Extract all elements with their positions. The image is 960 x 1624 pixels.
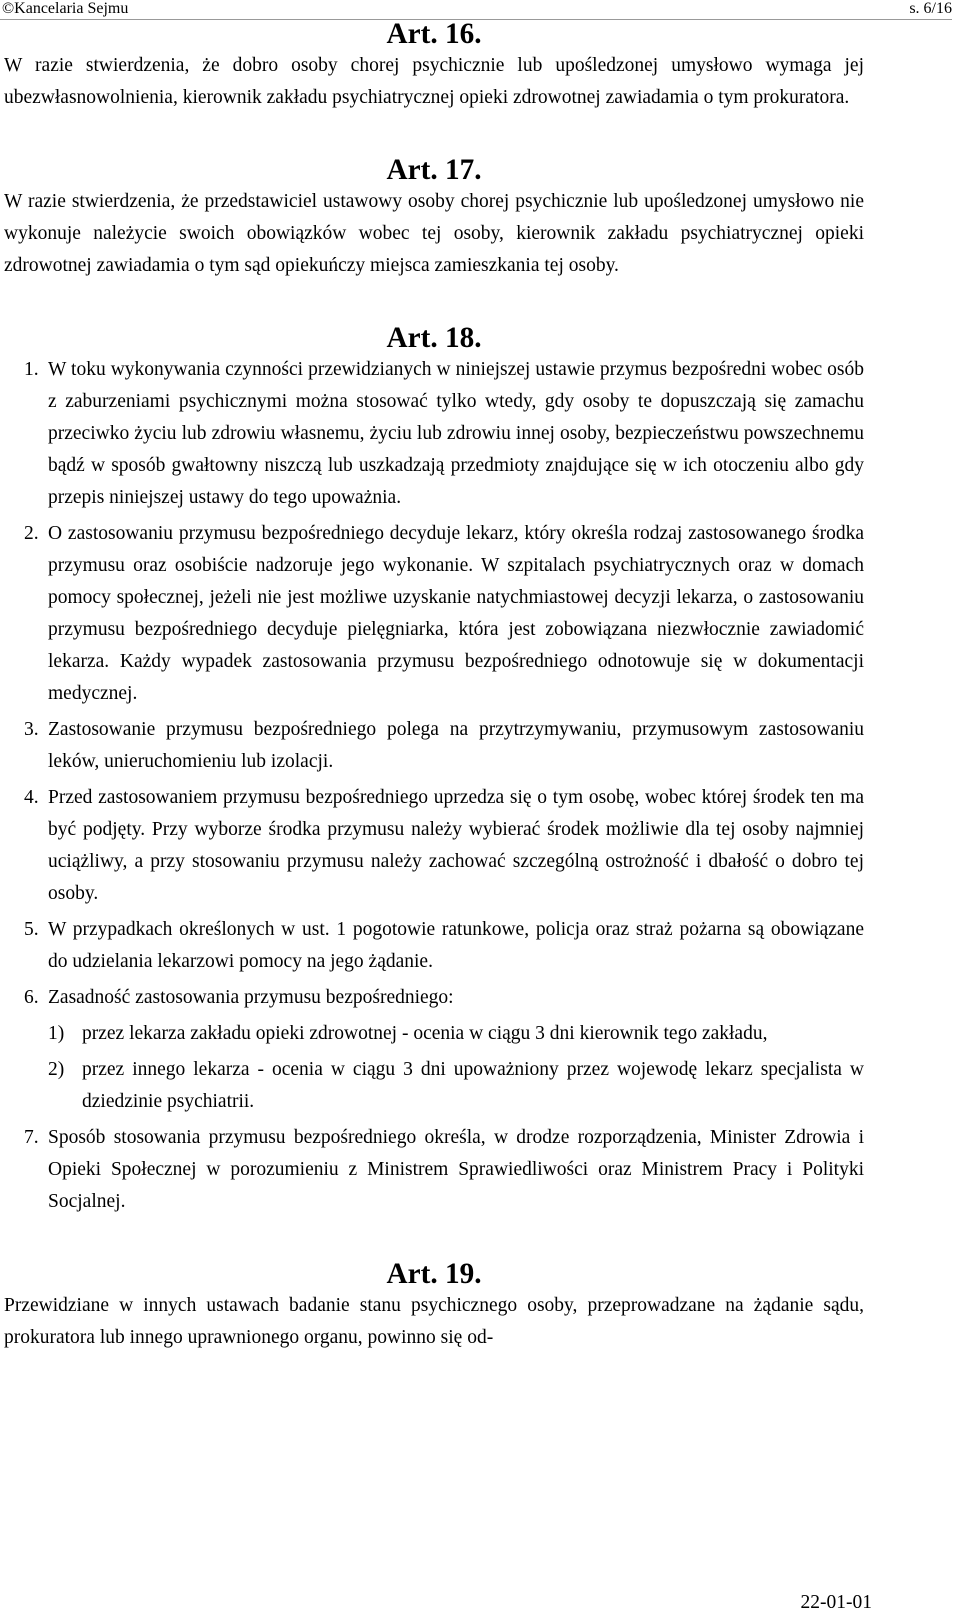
article-18-item-3	[4, 714, 864, 778]
document-date-code: 22-01-01	[800, 1592, 872, 1613]
item-text: W toku wykonywania czynności przewidzianych w niniejszej ustawie przymus bezpośredni wobec osób z zaburzeniami psychicznymi można stosować tylko wtedy, gdy osoby te dopuszczają się zamachu przeciwko życiu lub zdrowiu własnemu, życiu lub zdrowiu innej osoby, bezpieczeństwu powszechnemu bądź w sposób gwałtowny niszczą lub uszkadzają przedmioty znajdujące się w ich otoczeniu albo gdy przepis niniejszej ustawy do tego upoważnia.	[48, 359, 864, 508]
article-18-item-6	[4, 982, 864, 1014]
article-18-item-1	[4, 354, 864, 514]
point-text: przez innego lekarza - ocenia w ciągu 3 dni upoważniony przez wojewodę lekarz specjalista w dziedzinie psychiatrii.	[82, 1059, 864, 1112]
article-18-item-6-point-2	[4, 1054, 864, 1118]
article-17-title: Art. 17.	[386, 154, 482, 186]
article-16-text: W razie stwierdzenia, że dobro osoby chorej psychicznie lub upośledzonej umysłowo wymaga jej ubezwłasnowolnienia, kierownik zakładu psychiatrycznej opieki zdrowotnej zawiadamia o tym prokuratora.	[4, 55, 864, 108]
item-number: 3.	[24, 719, 39, 740]
item-text: Zastosowanie przymusu bezpośredniego polega na przytrzymywaniu, przymusowym zastosowaniu leków, unieruchomieniu lub izolacji.	[48, 719, 864, 772]
item-text: Zasadność zastosowania przymusu bezpośredniego:	[48, 987, 454, 1008]
article-19	[4, 1258, 864, 1354]
article-16	[4, 18, 864, 114]
article-18-item-6-point-1	[4, 1018, 864, 1050]
item-number: 7.	[24, 1127, 39, 1148]
item-text: O zastosowaniu przymusu bezpośredniego decyduje lekarz, który określa rodzaj zastosowanego środka przymusu oraz osobiście nadzoruje jego wykonanie. W szpitalach psychiatrycznych oraz w domach pomocy społecznej, jeżeli nie jest możliwe uzyskanie natychmiastowej decyzji lekarza, o zastosowaniu przymusu bezpośredniego decyduje pielęgniarka, która jest zobowiązana niezwłocznie zawiadomić lekarza. Każdy wypadek zastosowania przymusu bezpośredniego odnotowuje się w dokumentacji medycznej.	[48, 523, 864, 704]
item-number: 2.	[24, 523, 39, 544]
point-number: 1)	[48, 1023, 65, 1044]
item-number: 4.	[24, 787, 39, 808]
document-body	[4, 18, 864, 1354]
article-18-item-7	[4, 1122, 864, 1218]
article-17-text: W razie stwierdzenia, że przedstawiciel ustawowy osoby chorej psychicznie lub upośledzonej umysłowo nie wykonuje należycie swoich obowiązków wobec tej osoby, kierownik zakładu psychiatrycznej opieki zdrowotnej zawiadamia o tym sąd opiekuńczy miejsca zamieszkania tej osoby.	[4, 191, 864, 276]
item-text: W przypadkach określonych w ust. 1 pogotowie ratunkowe, policja oraz straż pożarna są obowiązane do udzielania lekarzowi pomocy na jego żądanie.	[48, 919, 864, 972]
article-16-title: Art. 16.	[386, 18, 482, 50]
header-page-number: s. 6/16	[909, 0, 952, 17]
page-header	[0, 0, 960, 20]
item-number: 5.	[24, 919, 39, 940]
header-source: ©Kancelaria Sejmu	[2, 0, 129, 17]
item-number: 1.	[24, 359, 39, 380]
point-number: 2)	[48, 1059, 65, 1080]
item-text: Przed zastosowaniem przymusu bezpośredniego uprzedza się o tym osobę, wobec której środek ten ma być podjęty. Przy wyborze środka przymusu należy wybierać środek możliwie dla tej osoby najmniej uciążliwy, a przy stosowaniu przymusu należy zachować szczególną ostrożność i dbałość o dobro tej osoby.	[48, 787, 864, 904]
item-text: Sposób stosowania przymusu bezpośredniego określa, w drodze rozporządzenia, Minister Zdrowia i Opieki Społecznej w porozumieniu z Ministrem Sprawiedliwości oraz Ministrem Pracy i Polityki Socjalnej.	[48, 1127, 864, 1212]
article-18-item-4	[4, 782, 864, 910]
article-19-title: Art. 19.	[386, 1258, 482, 1290]
article-17	[4, 154, 864, 282]
article-18-item-2	[4, 518, 864, 710]
point-text: przez lekarza zakładu opieki zdrowotnej - ocenia w ciągu 3 dni kierownik tego zakładu,	[82, 1023, 768, 1044]
article-18-title: Art. 18.	[386, 322, 482, 354]
article-18	[4, 322, 864, 1218]
article-19-text: Przewidziane w innych ustawach badanie stanu psychicznego osoby, przeprowadzane na żądanie sądu, prokuratora lub innego uprawnionego organu, powinno się od-	[4, 1295, 864, 1348]
item-number: 6.	[24, 987, 39, 1008]
article-18-item-5	[4, 914, 864, 978]
